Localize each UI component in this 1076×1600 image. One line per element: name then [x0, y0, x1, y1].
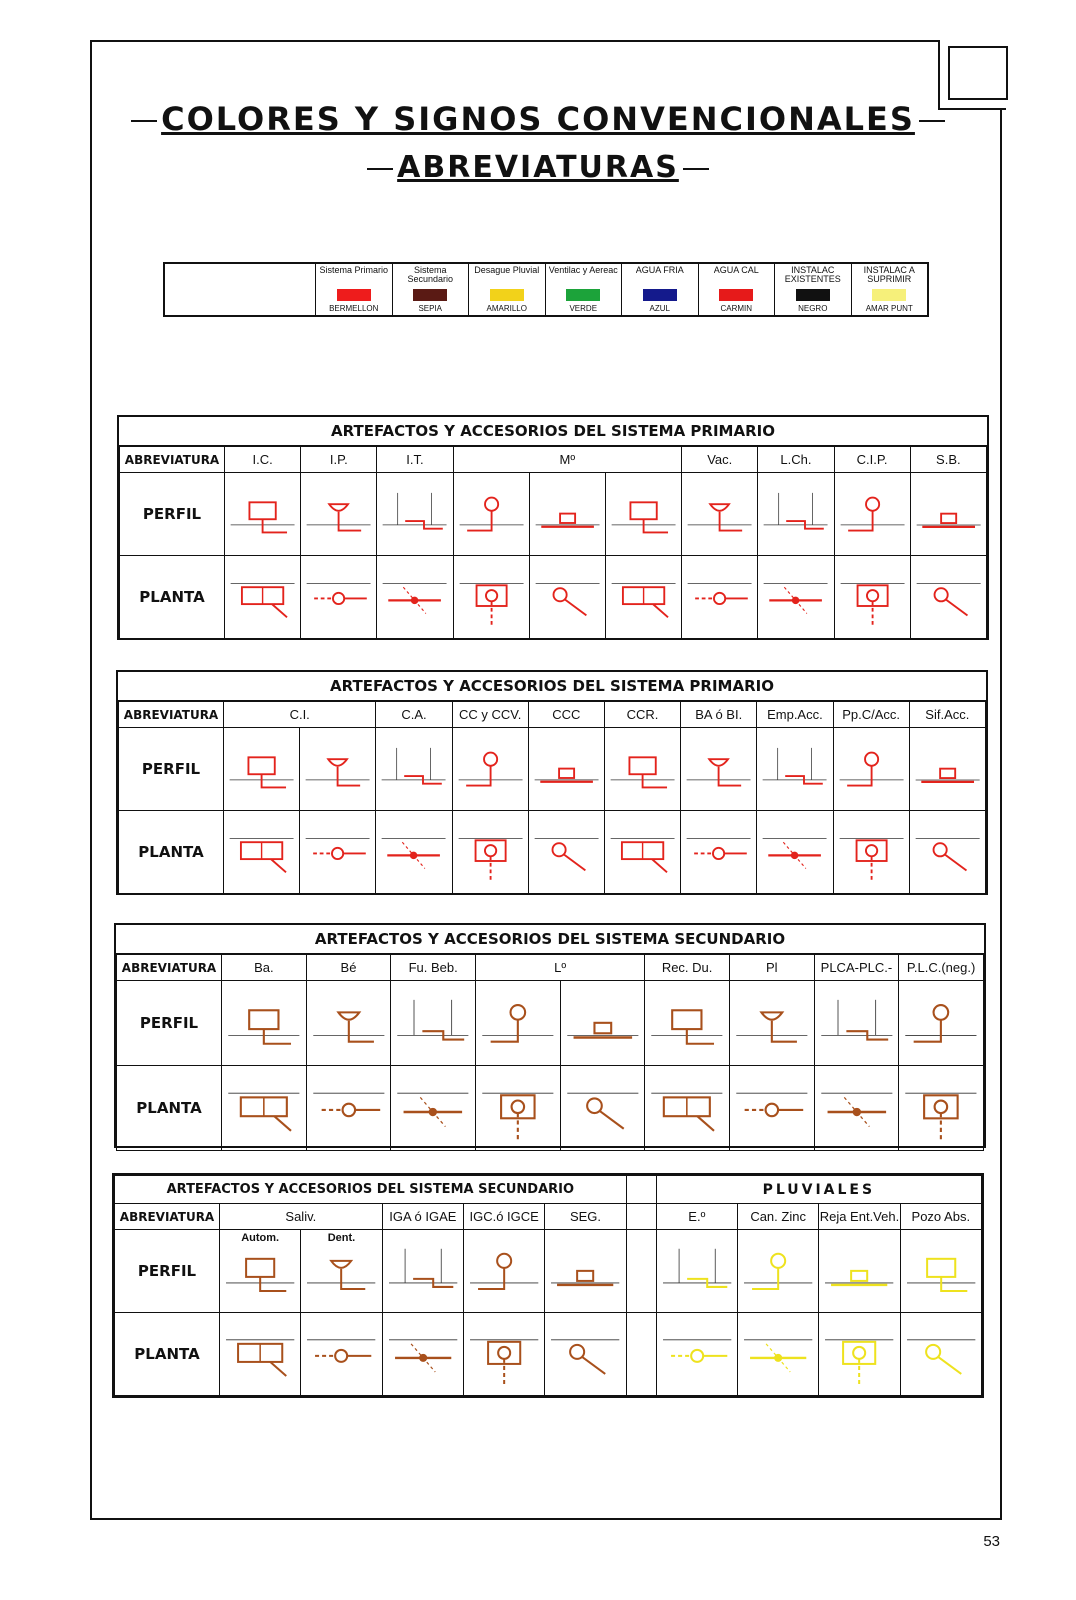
- perfil-cell: [391, 981, 476, 1066]
- legend-system-label: Sistema Primario: [319, 266, 388, 275]
- planta-cell: [453, 556, 529, 639]
- perfil-cell: [604, 728, 680, 811]
- planta-cell: [475, 1065, 560, 1150]
- perfil-symbol: [476, 981, 560, 1065]
- sub-label: Autom.: [241, 1232, 280, 1245]
- perfil-symbol: [561, 981, 645, 1065]
- perfil-symbol: [681, 731, 756, 806]
- column-header: BA ó BI.: [681, 702, 757, 728]
- legend-item: [698, 264, 775, 315]
- perfil-cell: [452, 728, 528, 811]
- legend-swatch: [337, 289, 371, 301]
- planta-cell: [729, 1065, 814, 1150]
- symbol-table: [119, 446, 987, 639]
- legend-color-name: BERMELLON: [329, 304, 379, 313]
- legend-item: [315, 264, 392, 315]
- perfil-symbol: [645, 981, 729, 1065]
- legend-system-label: INSTALAC A SUPRIMIR: [863, 266, 915, 284]
- column-header: I.C.: [225, 447, 301, 473]
- perfil-symbol: [911, 476, 986, 551]
- legend-color-name: CARMIN: [720, 304, 753, 313]
- column-header: L.Ch.: [758, 447, 834, 473]
- perfil-cell: [819, 1230, 900, 1313]
- planta-cell: [682, 556, 758, 639]
- planta-cell: [376, 811, 452, 894]
- planta-symbol: [901, 1313, 981, 1395]
- planta-symbol: [453, 814, 528, 889]
- column-header: Lº: [475, 955, 644, 981]
- perfil-cell: [306, 981, 391, 1066]
- legend-swatch: [643, 289, 677, 301]
- legend-system-label: Ventilac y Aereac: [548, 266, 618, 275]
- perfil-symbol: [529, 731, 604, 806]
- perfil-cell: [453, 473, 529, 556]
- perfil-cell: [900, 1230, 981, 1313]
- symbol-table: [118, 701, 986, 894]
- legend-system-label: AGUA CAL: [713, 266, 759, 275]
- legend-item: [774, 264, 851, 315]
- perfil-cell: [899, 981, 984, 1066]
- legend-swatch: [872, 289, 906, 301]
- abbreviation-header: ABREVIATURA: [119, 702, 224, 728]
- planta-cell: [220, 1313, 301, 1396]
- section-title: ARTEFACTOS Y ACCESORIOS DEL SISTEMA SECUNDARIO: [116, 925, 984, 954]
- perfil-symbol: [835, 476, 910, 551]
- perfil-cell: [300, 728, 376, 811]
- planta-symbol: [377, 559, 452, 634]
- planta-symbol: [606, 559, 681, 634]
- column-header: E.º: [656, 1204, 737, 1230]
- planta-cell: [834, 556, 910, 639]
- legend-item: [468, 264, 545, 315]
- perfil-cell: [833, 728, 909, 811]
- column-header: S.B.: [910, 447, 986, 473]
- planta-cell: [452, 811, 528, 894]
- legend-color-name: AZUL: [649, 304, 670, 313]
- planta-cell: [605, 556, 681, 639]
- perfil-cell: [645, 981, 730, 1066]
- perfil-cell: [681, 728, 757, 811]
- planta-symbol: [835, 559, 910, 634]
- legend-swatch: [566, 289, 600, 301]
- column-header: P.L.C.(neg.): [899, 955, 984, 981]
- planta-cell: [604, 811, 680, 894]
- column-header: Can. Zinc: [737, 1204, 818, 1230]
- legend-system-label: INSTALAC EXISTENTES: [784, 266, 841, 284]
- column-header: Pozo Abs.: [900, 1204, 981, 1230]
- planta-symbol: [307, 1066, 391, 1150]
- perfil-cell: [529, 473, 605, 556]
- planta-cell: [681, 811, 757, 894]
- perfil-symbol: [834, 731, 909, 806]
- perfil-symbol: [738, 1230, 818, 1312]
- perfil-cell: [224, 728, 300, 811]
- perfil-symbol: [222, 981, 306, 1065]
- perfil-symbol: [300, 731, 375, 806]
- abbreviation-header: ABREVIATURA: [117, 955, 222, 981]
- perfil-cell: [475, 981, 560, 1066]
- legend-item: [851, 264, 928, 315]
- legend-swatch: [490, 289, 524, 301]
- perfil-cell: [737, 1230, 818, 1313]
- perfil-symbol: [464, 1230, 544, 1312]
- perfil-label: PERFIL: [117, 981, 222, 1066]
- perfil-symbol: [605, 731, 680, 806]
- planta-cell: [814, 1065, 899, 1150]
- legend-system-label: Sistema Secundario: [407, 266, 454, 284]
- planta-symbol: [681, 814, 756, 889]
- planta-cell: [758, 556, 834, 639]
- perfil-cell: [910, 473, 986, 556]
- legend-item: [545, 264, 622, 315]
- perfil-cell: [757, 728, 833, 811]
- perfil-label: PERFIL: [115, 1230, 220, 1313]
- column-header: Emp.Acc.: [757, 702, 833, 728]
- symbol-table: [116, 954, 984, 1151]
- planta-cell: [545, 1313, 626, 1396]
- planta-symbol: [738, 1313, 818, 1395]
- planta-cell: [222, 1065, 307, 1150]
- planta-symbol: [529, 814, 604, 889]
- planta-cell: [300, 811, 376, 894]
- planta-symbol: [899, 1066, 983, 1150]
- column-header: CCR.: [604, 702, 680, 728]
- perfil-symbol: [383, 1230, 463, 1312]
- perfil-symbol: [730, 981, 814, 1065]
- perfil-symbol: [901, 1230, 981, 1312]
- sub-label: Dent.: [327, 1232, 356, 1245]
- column-header: Sif.Acc.: [909, 702, 985, 728]
- planta-symbol: [224, 814, 299, 889]
- sub-title: ABREVIATURAS: [0, 150, 1076, 185]
- column-header: Rec. Du.: [645, 955, 730, 981]
- legend-color-name: SEPIA: [418, 304, 443, 313]
- perfil-symbol: [376, 731, 451, 806]
- planta-cell: [900, 1313, 981, 1396]
- column-header: I.T.: [377, 447, 453, 473]
- perfil-cell: [301, 473, 377, 556]
- perfil-symbol: [453, 731, 528, 806]
- spacer-cell: [626, 1204, 656, 1230]
- legend-item: [392, 264, 469, 315]
- planta-cell: [656, 1313, 737, 1396]
- page-number: 53: [983, 1533, 1000, 1550]
- perfil-cell: [682, 473, 758, 556]
- section-primary-2: [116, 670, 988, 895]
- perfil-cell: [301, 1230, 382, 1313]
- planta-symbol: [301, 559, 376, 634]
- perfil-symbol: [530, 476, 605, 551]
- perfil-symbol: [454, 476, 529, 551]
- perfil-symbol: [377, 476, 452, 551]
- planta-cell: [910, 556, 986, 639]
- column-header: Vac.: [682, 447, 758, 473]
- column-header: I.P.: [301, 447, 377, 473]
- legend-color-name: AMAR PUNT: [865, 304, 913, 313]
- perfil-symbol: [758, 476, 833, 551]
- section-title: ARTEFACTOS Y ACCESORIOS DEL SISTEMA PRIMARIO: [119, 417, 987, 446]
- perfil-symbol: [899, 981, 983, 1065]
- planta-symbol: [545, 1313, 625, 1395]
- planta-symbol: [758, 559, 833, 634]
- column-header: Pp.C/Acc.: [833, 702, 909, 728]
- perfil-cell: [834, 473, 910, 556]
- planta-symbol: [454, 559, 529, 634]
- legend-swatch: [413, 289, 447, 301]
- pluviales-title: PLUVIALES: [656, 1176, 981, 1204]
- perfil-symbol: [757, 731, 832, 806]
- planta-label: PLANTA: [115, 1313, 220, 1396]
- planta-symbol: [834, 814, 909, 889]
- legend-system-label: AGUA FRIA: [635, 266, 684, 275]
- column-header: SEG.: [545, 1204, 626, 1230]
- column-header: C.A.: [376, 702, 452, 728]
- legend-system-label: Desague Pluvial: [474, 266, 540, 275]
- planta-cell: [819, 1313, 900, 1396]
- perfil-cell: [225, 473, 301, 556]
- perfil-cell: [463, 1230, 544, 1313]
- planta-symbol: [605, 814, 680, 889]
- perfil-cell: [909, 728, 985, 811]
- planta-symbol: [301, 1313, 381, 1395]
- legend-color-name: NEGRO: [798, 304, 828, 313]
- planta-cell: [224, 811, 300, 894]
- perfil-cell: [656, 1230, 737, 1313]
- perfil-cell: [729, 981, 814, 1066]
- column-header: CC y CCV.: [452, 702, 528, 728]
- perfil-cell: [758, 473, 834, 556]
- perfil-label: PERFIL: [120, 473, 225, 556]
- column-header: Saliv.: [220, 1204, 383, 1230]
- planta-symbol: [220, 1313, 300, 1395]
- planta-label: PLANTA: [117, 1065, 222, 1150]
- section-secondary-pluviales: [112, 1173, 984, 1398]
- perfil-symbol: [606, 476, 681, 551]
- planta-symbol: [383, 1313, 463, 1395]
- planta-cell: [306, 1065, 391, 1150]
- perfil-cell: [560, 981, 645, 1066]
- perfil-cell: [220, 1230, 301, 1313]
- planta-symbol: [819, 1313, 899, 1395]
- perfil-symbol: [815, 981, 899, 1065]
- perfil-symbol: [224, 731, 299, 806]
- planta-cell: [833, 811, 909, 894]
- planta-cell: [737, 1313, 818, 1396]
- perfil-symbol: [682, 476, 757, 551]
- planta-symbol: [657, 1313, 737, 1395]
- column-header: Mº: [453, 447, 682, 473]
- perfil-symbol: [307, 981, 391, 1065]
- perfil-symbol: [391, 981, 475, 1065]
- planta-cell: [391, 1065, 476, 1150]
- corner-box: [948, 46, 1008, 100]
- perfil-cell: [382, 1230, 463, 1313]
- planta-symbol: [911, 559, 986, 634]
- column-header: C.I.: [224, 702, 376, 728]
- legend-color-name: AMARILLO: [486, 304, 527, 313]
- perfil-symbol: [819, 1230, 899, 1312]
- column-header: Fu. Beb.: [391, 955, 476, 981]
- perfil-cell: [222, 981, 307, 1066]
- planta-symbol: [561, 1066, 645, 1150]
- legend-item: [621, 264, 698, 315]
- planta-symbol: [464, 1313, 544, 1395]
- planta-cell: [463, 1313, 544, 1396]
- planta-cell: [301, 556, 377, 639]
- planta-cell: [529, 556, 605, 639]
- color-legend: [163, 262, 929, 317]
- planta-symbol: [300, 814, 375, 889]
- planta-cell: [899, 1065, 984, 1150]
- legend-color-name: VERDE: [569, 304, 598, 313]
- planta-symbol: [376, 814, 451, 889]
- planta-symbol: [815, 1066, 899, 1150]
- column-header: Bé: [306, 955, 391, 981]
- planta-cell: [377, 556, 453, 639]
- spacer-cell: [626, 1176, 656, 1204]
- planta-symbol: [730, 1066, 814, 1150]
- perfil-label: PERFIL: [119, 728, 224, 811]
- column-header: PLCA-PLC.-: [814, 955, 899, 981]
- planta-cell: [757, 811, 833, 894]
- spacer-cell: [626, 1230, 656, 1313]
- legend-swatch: [719, 289, 753, 301]
- abbreviation-header: ABREVIATURA: [115, 1204, 220, 1230]
- planta-cell: [382, 1313, 463, 1396]
- perfil-symbol: [301, 476, 376, 551]
- planta-label: PLANTA: [120, 556, 225, 639]
- perfil-symbol: [910, 731, 985, 806]
- planta-symbol: [757, 814, 832, 889]
- perfil-cell: [377, 473, 453, 556]
- perfil-symbol: [545, 1230, 625, 1312]
- perfil-cell: [376, 728, 452, 811]
- planta-symbol: [225, 559, 300, 634]
- perfil-cell: [545, 1230, 626, 1313]
- planta-symbol: [530, 559, 605, 634]
- column-header: Reja Ent.Veh.: [819, 1204, 900, 1230]
- column-header: IGC.ó IGCE: [463, 1204, 544, 1230]
- spacer-cell: [626, 1313, 656, 1396]
- column-header: C.I.P.: [834, 447, 910, 473]
- column-header: Pl: [729, 955, 814, 981]
- column-header: CCC: [528, 702, 604, 728]
- planta-cell: [528, 811, 604, 894]
- perfil-symbol: [657, 1230, 737, 1312]
- section-secondary-1: [114, 923, 986, 1148]
- symbol-table: [114, 1175, 982, 1396]
- column-header: Ba.: [222, 955, 307, 981]
- perfil-cell: [814, 981, 899, 1066]
- section-title: ARTEFACTOS Y ACCESORIOS DEL SISTEMA SECUNDARIO: [115, 1176, 627, 1204]
- legend-swatch: [796, 289, 830, 301]
- planta-cell: [645, 1065, 730, 1150]
- planta-cell: [225, 556, 301, 639]
- section-title: ARTEFACTOS Y ACCESORIOS DEL SISTEMA PRIMARIO: [118, 672, 986, 701]
- planta-symbol: [910, 814, 985, 889]
- planta-cell: [301, 1313, 382, 1396]
- planta-symbol: [682, 559, 757, 634]
- main-title: COLORES Y SIGNOS CONVENCIONALES: [0, 100, 1076, 138]
- planta-label: PLANTA: [119, 811, 224, 894]
- planta-cell: [909, 811, 985, 894]
- perfil-cell: [528, 728, 604, 811]
- column-header: IGA ó IGAE: [382, 1204, 463, 1230]
- planta-symbol: [476, 1066, 560, 1150]
- planta-symbol: [645, 1066, 729, 1150]
- abbreviation-header: ABREVIATURA: [120, 447, 225, 473]
- planta-symbol: [222, 1066, 306, 1150]
- section-primary-1: [117, 415, 989, 640]
- planta-cell: [560, 1065, 645, 1150]
- perfil-cell: [605, 473, 681, 556]
- planta-symbol: [391, 1066, 475, 1150]
- perfil-symbol: [225, 476, 300, 551]
